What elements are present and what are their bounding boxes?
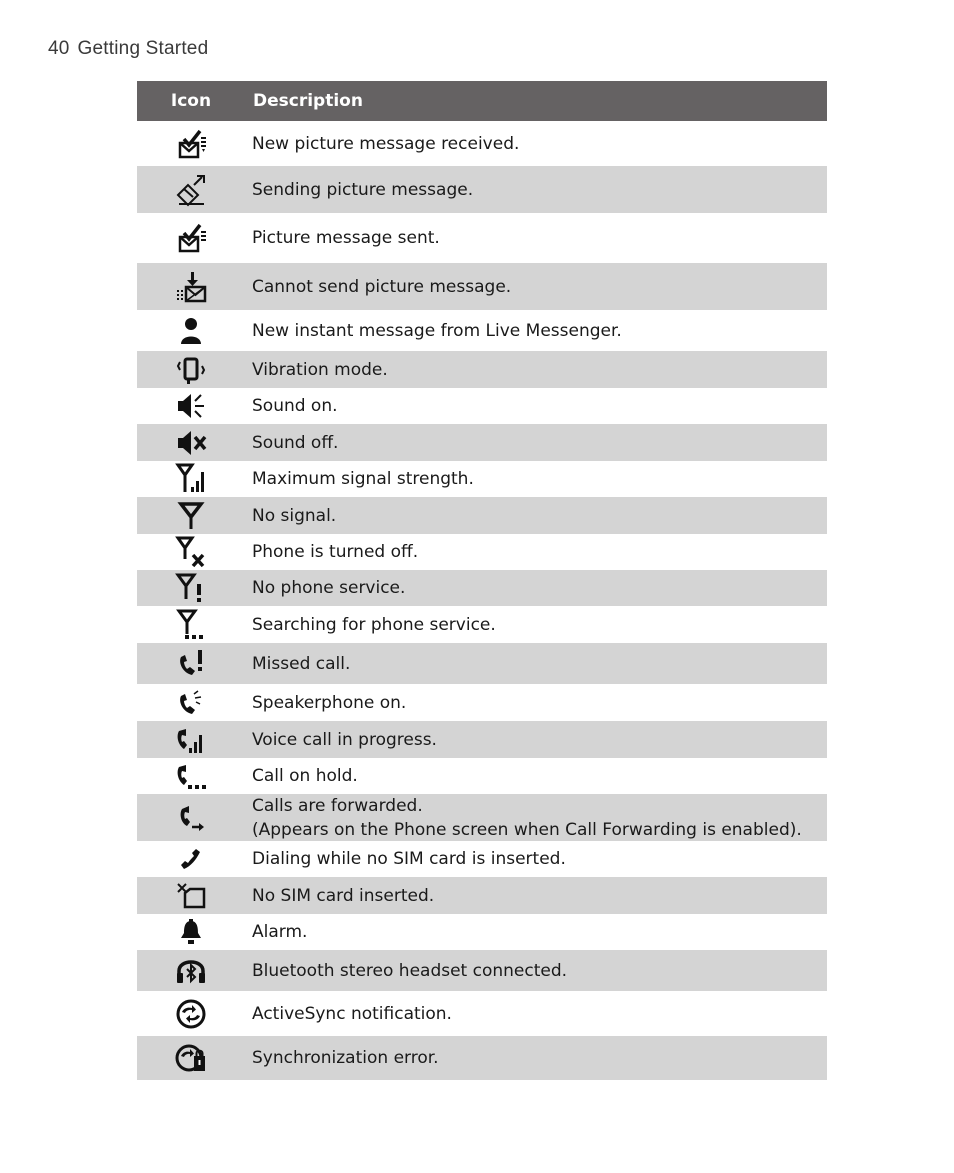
sound-on-icon [174, 389, 208, 423]
table-header [137, 81, 827, 121]
table-row [137, 263, 827, 310]
table-row [137, 991, 827, 1036]
row-description: Cannot send picture message. [252, 276, 512, 297]
alarm-icon [174, 915, 208, 949]
page-header [48, 38, 208, 60]
row-description-line2: (Appears on the Phone screen when Call Forwarding is enabled). [252, 819, 802, 840]
row-description: Sending picture message. [252, 179, 474, 200]
vibration-icon [174, 353, 208, 387]
table-row [137, 950, 827, 991]
table-row [137, 721, 827, 758]
sound-off-icon [174, 426, 208, 460]
row-description-line1: Calls are forwarded. [252, 795, 423, 816]
call-forward-icon [174, 801, 208, 835]
picture-message-received-icon [174, 127, 208, 161]
phone-off-icon [174, 535, 208, 569]
table-row [137, 497, 827, 534]
table-row [137, 213, 827, 263]
table-row [137, 684, 827, 721]
row-description [245, 794, 802, 842]
table-row [137, 388, 827, 424]
row-description: Synchronization error. [252, 1048, 439, 1068]
row-description: ActiveSync notification. [252, 1003, 452, 1024]
table-row [137, 914, 827, 950]
row-description: Phone is turned off. [252, 542, 419, 562]
picture-message-sent-icon [174, 221, 208, 255]
sync-error-icon [174, 1041, 208, 1075]
speakerphone-icon [174, 686, 208, 720]
voice-call-icon [174, 723, 208, 757]
table-row [137, 534, 827, 570]
bluetooth-headset-icon [174, 954, 208, 988]
page-number: 40 [48, 38, 70, 59]
column-header-icon: Icon [170, 91, 212, 111]
no-signal-icon [174, 499, 208, 533]
no-service-icon [174, 571, 208, 605]
table-row [137, 758, 827, 794]
row-description: No SIM card inserted. [252, 885, 435, 906]
row-description: Bluetooth stereo headset connected. [252, 960, 568, 981]
status-icons-table [137, 81, 827, 1080]
row-description: Alarm. [252, 922, 308, 942]
call-hold-icon [174, 759, 208, 793]
row-description: Searching for phone service. [252, 614, 496, 635]
row-description: New picture message received. [252, 133, 520, 154]
missed-call-icon [174, 647, 208, 681]
dialing-no-sim-icon [174, 842, 208, 876]
section-title: Getting Started [77, 38, 209, 59]
table-row [137, 643, 827, 684]
table-row [137, 877, 827, 914]
row-description: Speakerphone on. [252, 692, 407, 713]
table-row [137, 461, 827, 497]
searching-service-icon [174, 608, 208, 642]
cannot-send-picture-message-icon [174, 270, 208, 304]
row-description: New instant message from Live Messenger. [252, 320, 622, 341]
row-description: Sound on. [252, 396, 338, 416]
row-description: Sound off. [252, 432, 339, 453]
row-description: No signal. [252, 505, 337, 526]
row-description: Missed call. [252, 653, 351, 674]
column-header-description: Description [253, 91, 363, 111]
row-description: Voice call in progress. [252, 729, 437, 750]
table-row [137, 310, 827, 351]
table-row [137, 794, 827, 841]
row-description: Call on hold. [252, 766, 358, 786]
table-row [137, 606, 827, 643]
table-row [137, 121, 827, 166]
activesync-icon [174, 997, 208, 1031]
row-description: No phone service. [252, 578, 406, 598]
row-description: Dialing while no SIM card is inserted. [252, 849, 566, 869]
live-messenger-icon [174, 314, 208, 348]
table-row [137, 424, 827, 461]
table-row [137, 1036, 827, 1080]
table-row [137, 166, 827, 213]
row-description: Picture message sent. [252, 228, 440, 248]
no-sim-icon [174, 879, 208, 913]
table-row [137, 570, 827, 606]
row-description: Maximum signal strength. [252, 469, 474, 489]
table-row [137, 841, 827, 877]
sending-picture-message-icon [174, 173, 208, 207]
table-row [137, 351, 827, 388]
max-signal-icon [174, 462, 208, 496]
row-description: Vibration mode. [252, 359, 388, 380]
